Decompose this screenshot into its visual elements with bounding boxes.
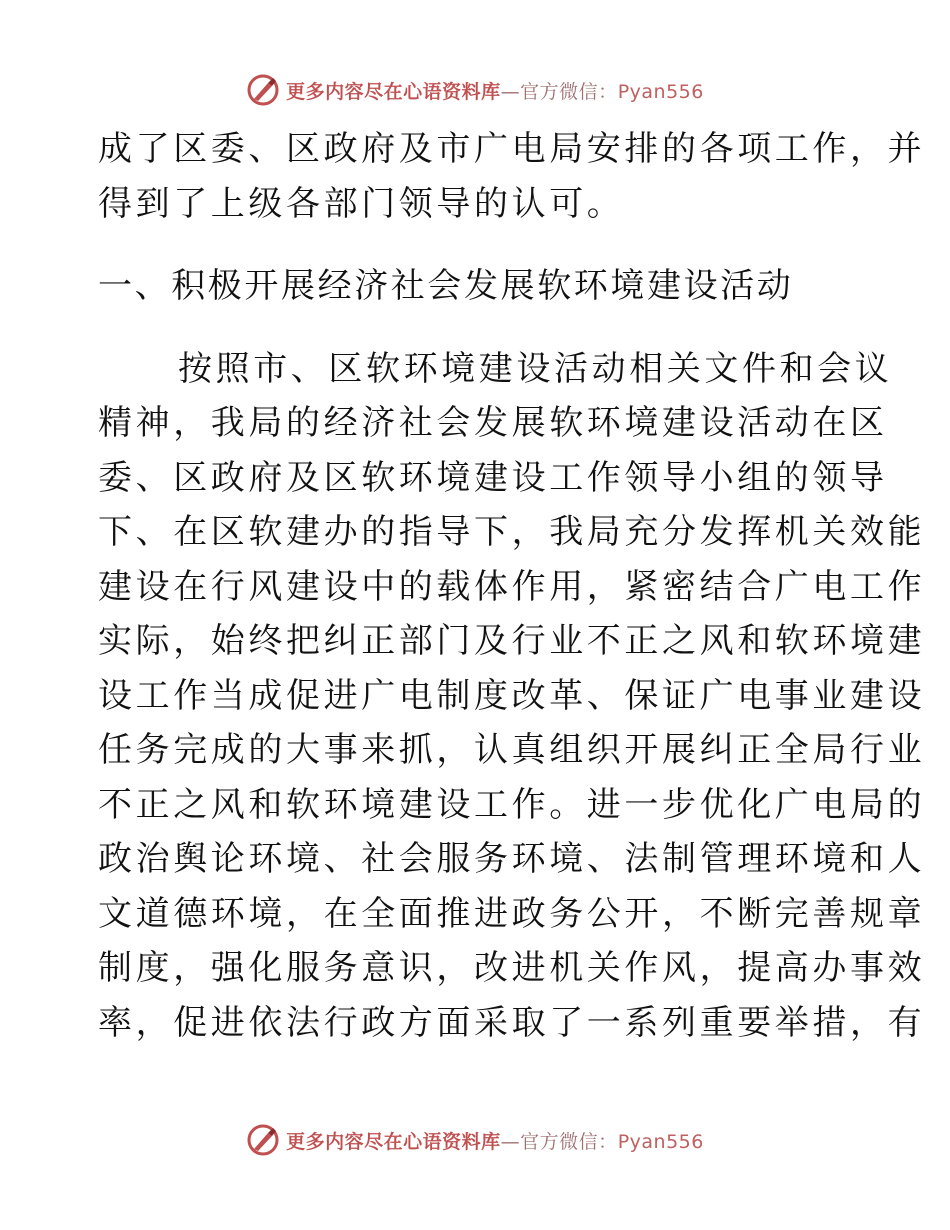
footer-banner-text — [286, 1127, 704, 1154]
document-body — [98, 122, 926, 1050]
body-line: 率，促进依法行政方面采取了一系列重要举措，有 — [98, 1002, 926, 1043]
body-line: 建设在行风建设中的载体作用，紧密结合广电工作 — [98, 566, 926, 607]
body-line: 精神，我局的经济社会发展软环境建设活动在区 — [98, 403, 888, 443]
body-line: 政治舆论环境、社会服务环境、法制管理环境和人 — [98, 839, 926, 879]
pen-logo-icon — [246, 1123, 280, 1157]
header-banner-part1: 更多内容尽在心语资料库 — [286, 80, 501, 103]
footer-watermark-banner — [0, 1118, 950, 1162]
body-line: 下、在区软建办的指导下，我局充分发挥机关效能 — [98, 512, 926, 552]
footer-banner-part3: Pyan556 — [617, 1130, 704, 1153]
body-line: 成了区委、区政府及市广电局安排的各项工作，并 — [98, 129, 926, 169]
body-line: 设工作当成促进广电制度改革、保证广电事业建设 — [98, 675, 926, 716]
header-banner-text — [286, 77, 704, 104]
paragraph-spacer — [98, 231, 858, 259]
header-banner-part2: —官方微信： — [500, 80, 618, 103]
header-banner-part3: Pyan556 — [617, 80, 704, 103]
body-line: 按照市、区软环境建设活动相关文件和会议 — [178, 348, 893, 389]
header-watermark-banner — [0, 68, 950, 112]
footer-banner-part2: —官方微信： — [500, 1130, 618, 1153]
body-line: 任务完成的大事来抓，认真组织开展纠正全局行业 — [98, 730, 926, 770]
footer-banner-part1: 更多内容尽在心语资料库 — [286, 1130, 501, 1153]
pen-logo-icon — [246, 73, 280, 107]
body-line: 制度，强化服务意识，改进机关作风，提高办事效 — [98, 948, 926, 988]
body-line: 得到了上级各部门领导的认可。 — [98, 183, 625, 224]
body-line: 实际，始终把纠正部门及行业不正之风和软环境建 — [98, 621, 926, 661]
body-line: 委、区政府及区软环境建设工作领导小组的领导 — [98, 457, 888, 498]
body-line: 不正之风和软环境建设工作。进一步优化广电局的 — [98, 784, 926, 825]
section-heading: 一、积极开展经济社会发展软环境建设活动 — [98, 266, 794, 306]
body-line: 文道德环境，在全面推进政务公开，不断完善规章 — [98, 893, 926, 934]
paragraph-spacer — [98, 314, 858, 342]
